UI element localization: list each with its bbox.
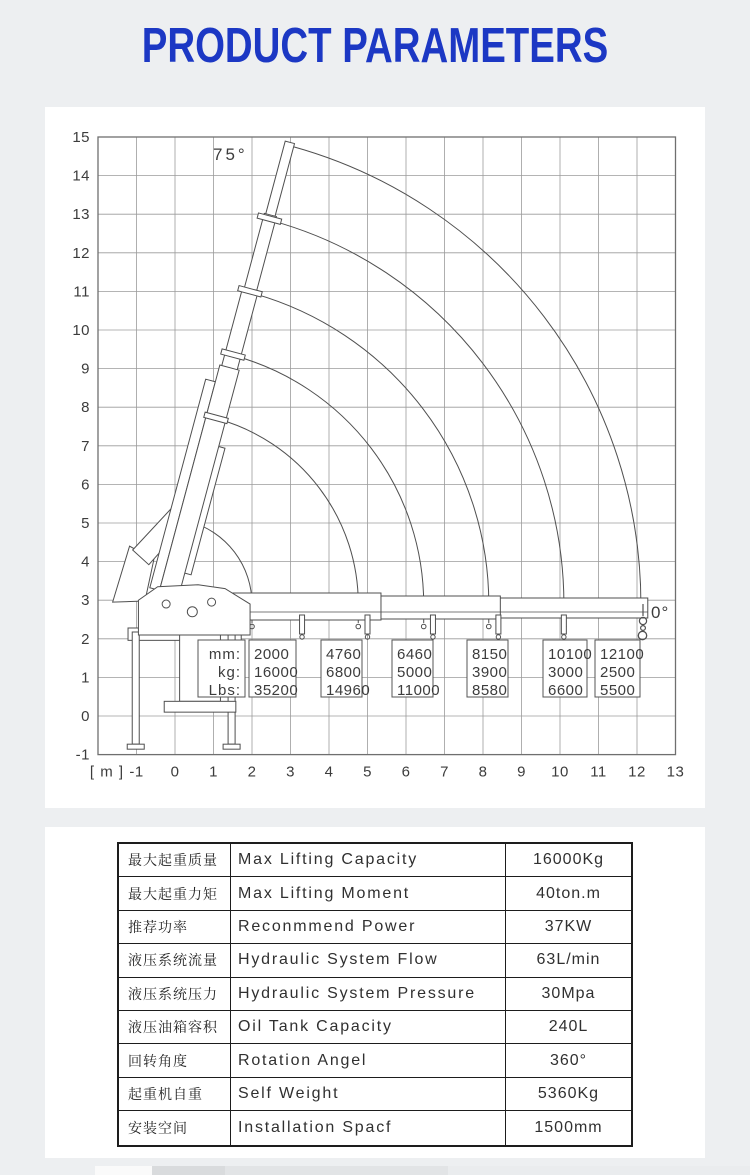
svg-text:11000: 11000	[397, 682, 441, 699]
spec-cell-en-row2: Max Lifting Moment	[231, 877, 506, 910]
spec-cell-val-row8: 5360Kg	[506, 1078, 631, 1111]
svg-text:8150: 8150	[472, 646, 508, 663]
load-value-boxes	[198, 640, 644, 699]
spec-cell-cn-row5: 液压系统压力	[119, 978, 231, 1011]
svg-text:11: 11	[590, 763, 607, 781]
crane-load-diagram	[45, 107, 705, 808]
spec-cell-en-row6: Oil Tank Capacity	[231, 1011, 506, 1044]
svg-text:12: 12	[72, 244, 90, 262]
svg-text:8: 8	[478, 763, 488, 781]
next-section-sliver	[152, 1166, 225, 1175]
svg-text:5000: 5000	[397, 664, 433, 681]
svg-text:6800: 6800	[326, 664, 362, 681]
svg-text:6600: 6600	[548, 682, 584, 699]
svg-text:12: 12	[628, 763, 646, 781]
page-header	[0, 19, 750, 73]
svg-text:35200: 35200	[254, 682, 299, 699]
spec-cell-val-row3: 37KW	[506, 911, 631, 944]
spec-cell-en-row4: Hydraulic System Flow	[231, 944, 506, 977]
svg-text:kg:: kg:	[217, 664, 241, 681]
axis-labels	[72, 129, 684, 781]
svg-text:mm:: mm:	[208, 646, 241, 663]
load-diagram-panel	[45, 107, 705, 808]
svg-text:6460: 6460	[397, 646, 433, 663]
spec-cell-cn-row1: 最大起重质量	[119, 844, 231, 877]
spec-cell-cn-row2: 最大起重力矩	[119, 877, 231, 910]
spec-cell-cn-row8: 起重机自重	[119, 1078, 231, 1111]
svg-text:9: 9	[81, 360, 90, 378]
spec-cell-cn-row6: 液压油箱容积	[119, 1011, 231, 1044]
spec-cell-en-row9: Installation Spacf	[231, 1111, 506, 1144]
spec-cell-val-row6: 240L	[506, 1011, 631, 1044]
spec-cell-cn-row4: 液压系统流量	[119, 944, 231, 977]
svg-text:4760: 4760	[326, 646, 362, 663]
svg-text:2: 2	[81, 630, 90, 648]
svg-text:15: 15	[72, 129, 90, 146]
spec-cell-en-row3: Reconmmend Power	[231, 911, 506, 944]
svg-text:2: 2	[247, 763, 257, 781]
svg-text:11: 11	[73, 283, 90, 301]
svg-text:14960: 14960	[326, 682, 371, 699]
spec-cell-val-row2: 40ton.m	[506, 877, 631, 910]
svg-text:Lbs:: Lbs:	[208, 682, 241, 699]
svg-text:16000: 16000	[254, 664, 299, 681]
main-boom-75	[150, 141, 295, 607]
svg-text:3: 3	[286, 763, 295, 781]
horizontal-jib	[200, 593, 648, 639]
spec-cell-val-row7: 360°	[506, 1044, 631, 1077]
svg-text:0°: 0°	[651, 603, 670, 622]
svg-text:6: 6	[81, 476, 90, 494]
capacity-curves	[189, 147, 641, 629]
svg-text:1: 1	[81, 669, 90, 687]
svg-text:7: 7	[81, 437, 90, 455]
svg-text:10: 10	[551, 763, 569, 781]
spec-cell-val-row9: 1500mm	[534, 1118, 603, 1136]
svg-text:3000: 3000	[548, 664, 584, 681]
svg-text:13: 13	[72, 206, 90, 224]
svg-text:-1: -1	[129, 763, 144, 781]
next-section-sliver	[95, 1166, 152, 1175]
next-section-sliver	[448, 1166, 750, 1175]
spec-cell-en-row7: Rotation Angel	[231, 1044, 506, 1077]
spec-cell-val-row4: 63L/min	[506, 944, 631, 977]
svg-text:0: 0	[170, 763, 180, 781]
svg-text:2500: 2500	[600, 664, 636, 681]
svg-text:7: 7	[440, 763, 449, 781]
svg-text:75°: 75°	[213, 145, 248, 164]
spec-cell-val-row5: 30Mpa	[506, 978, 631, 1011]
spec-cell-val-row1: 16000Kg	[506, 844, 631, 877]
svg-text:3: 3	[81, 592, 90, 610]
spec-cell-cn-row7: 回转角度	[119, 1044, 231, 1077]
svg-text:12100: 12100	[600, 646, 645, 663]
spec-table	[117, 842, 633, 1147]
svg-text:9: 9	[517, 763, 526, 781]
page-title: PRODUCT PARAMETERS	[141, 19, 609, 73]
svg-text:0: 0	[81, 708, 90, 725]
svg-text:8: 8	[81, 399, 90, 417]
spec-table-panel	[45, 827, 705, 1158]
svg-text:6: 6	[401, 763, 411, 781]
svg-text:[ m ]: [ m ]	[89, 763, 125, 781]
next-section-sliver	[225, 1166, 448, 1175]
svg-text:10: 10	[72, 322, 90, 339]
svg-text:3900: 3900	[472, 664, 508, 681]
svg-text:5: 5	[363, 763, 372, 781]
svg-text:10100: 10100	[548, 646, 593, 663]
spec-cell-cn-row9: 安装空间	[119, 1111, 231, 1144]
svg-text:5500: 5500	[600, 682, 636, 699]
svg-text:1: 1	[209, 763, 218, 781]
svg-text:14: 14	[72, 167, 90, 185]
spec-cell-cn-row3: 推荐功率	[119, 911, 231, 944]
svg-text:5: 5	[81, 515, 90, 532]
spec-cell-en-row8: Self Weight	[231, 1078, 506, 1111]
svg-text:2000: 2000	[254, 646, 290, 663]
svg-text:4: 4	[81, 553, 90, 571]
svg-text:13: 13	[666, 763, 685, 781]
svg-text:-1: -1	[75, 746, 90, 764]
svg-text:4: 4	[324, 763, 334, 781]
svg-text:8580: 8580	[472, 682, 508, 699]
spec-cell-en-row5: Hydraulic System Pressure	[231, 978, 506, 1011]
spec-cell-en-row1: Max Lifting Capacity	[231, 844, 506, 877]
